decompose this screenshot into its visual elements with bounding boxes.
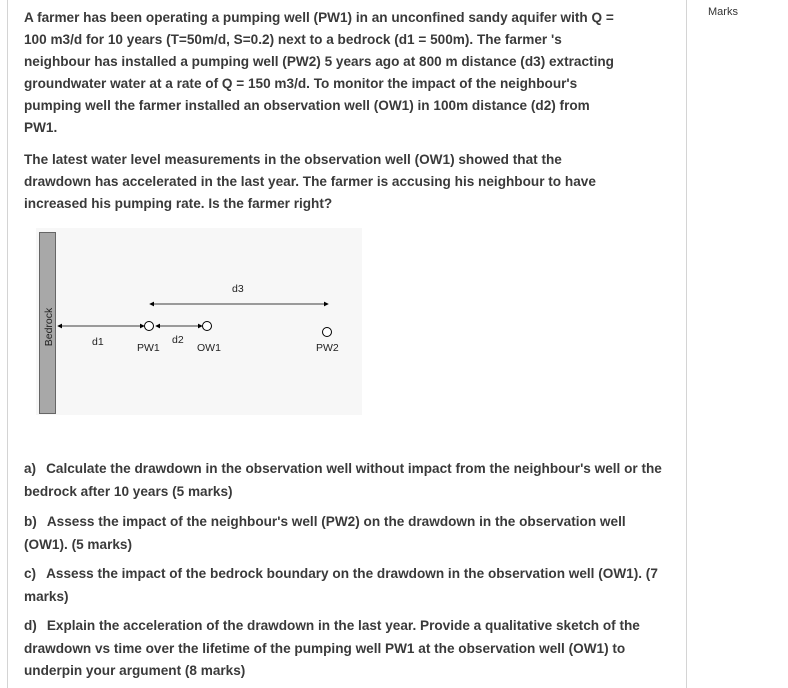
question-d (24, 615, 664, 683)
d3-label: d3 (232, 283, 244, 295)
d1-label: d1 (92, 336, 104, 348)
question-a (24, 458, 664, 503)
question-c (24, 563, 664, 608)
question-d-text: Explain the acceleration of the drawdown in the last year. Provide a qualitative sketch of the drawdown vs time over the lifetime of the pumping well PW1 at the observation well (OW1) to underpin your argument (8 marks) (24, 618, 640, 678)
question-d-letter: d) (24, 618, 37, 633)
diagram-arrows (36, 228, 362, 415)
question-a-letter: a) (24, 461, 37, 476)
question-b-text: Assess the impact of the neighbour's well (PW2) on the drawdown in the observation well (OW1). (5 marks) (24, 514, 626, 552)
question-c-text: Assess the impact of the bedrock boundary on the drawdown in the observation well (OW1). (7 marks) (24, 566, 658, 604)
marks-column-header: Marks (708, 6, 738, 18)
question-c-letter: c) (24, 566, 37, 581)
pw2-well (323, 328, 332, 337)
question-b-letter: b) (24, 514, 37, 529)
d2-label: d2 (172, 334, 184, 346)
ow1-well (203, 322, 212, 331)
pw2-label: PW2 (316, 342, 339, 354)
well-layout-diagram (36, 228, 362, 415)
pw1-label: PW1 (137, 342, 160, 354)
question-b (24, 511, 664, 556)
ow1-label: OW1 (197, 342, 221, 354)
intro-paragraph-2: The latest water level measurements in the observation well (OW1) showed that the drawdown has accelerated in the last year. The farmer is accusing his neighbour to have increased his pumping rate. Is the farmer right? (24, 152, 596, 211)
question-a-text: Calculate the drawdown in the observation well without impact from the neighbour's well or the bedrock after 10 years (5 marks) (24, 461, 662, 499)
bedrock-label: Bedrock (43, 307, 55, 347)
intro-paragraph-1: A farmer has been operating a pumping well (PW1) in an unconfined sandy aquifer with Q = 100 m3/d for 10 years (T=50m/d, S=0.2) next to a bedrock (d1 = 500m). The farmer 's neighbour has installed a pumping well (PW2) 5 years ago at 800 m distance (d3) extracting groundwater water at a rate of Q = 150 m3/d. To monitor the impact of the neighbour's pumping well the farmer installed an observation well (OW1) in 100m distance (d2) from PW1. (24, 10, 614, 135)
pw1-well (145, 322, 154, 331)
